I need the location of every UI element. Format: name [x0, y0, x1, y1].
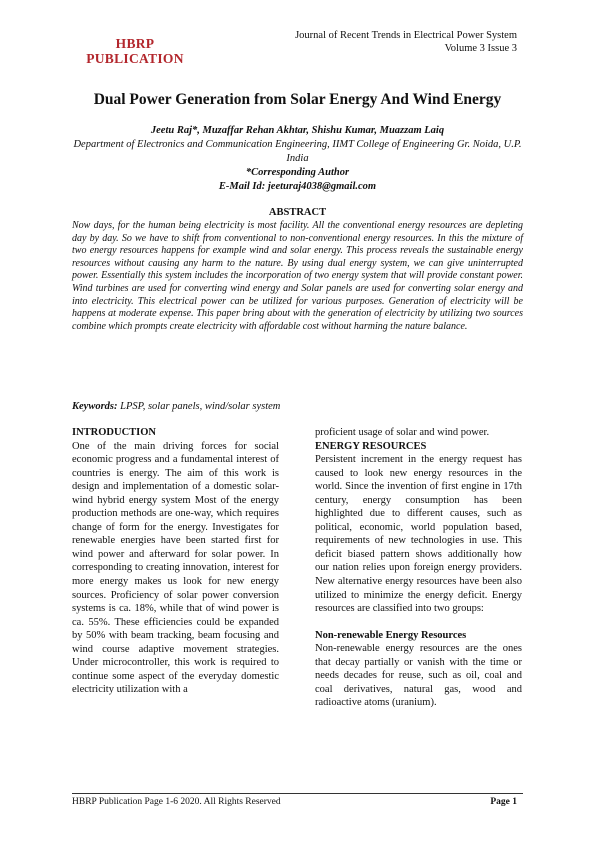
logo-line-1: HBRP	[115, 36, 155, 51]
page-number: Page 1	[490, 797, 517, 807]
introduction-heading: INTRODUCTION	[72, 427, 157, 438]
footer-divider	[72, 793, 523, 794]
journal-header	[295, 29, 517, 55]
corresponding-author: *Corresponding Author	[245, 167, 350, 178]
abstract-heading: ABSTRACT	[268, 207, 327, 218]
publisher-logo	[80, 36, 190, 66]
author-names: Jeetu Raj*, Muzaffar Rehan Akhtar, Shishu Kumar, Muazzam Laiq	[150, 125, 445, 136]
keywords	[72, 401, 523, 412]
author-block	[72, 124, 523, 194]
email: E-Mail Id: jeeturaj4038@gmail.com	[218, 181, 377, 192]
introduction-continued: proficient usage of solar and wind power.	[315, 427, 490, 438]
keywords-text: LPSP, solar panels, wind/solar system	[117, 401, 281, 412]
energy-resources-heading: ENERGY RESOURCES	[315, 440, 427, 452]
left-column	[72, 426, 279, 697]
right-column	[315, 426, 522, 710]
paper-title: Dual Power Generation from Solar Energy And Wind Energy	[93, 91, 502, 108]
energy-resources-text: Persistent increment in the energy request has caused to look new energy resources in the world. Since the invention of first engine in 17th century, energy consumption has been highlighted due to different causes, such as political, economic, world population based, requirements of new technologies in use. This deficit biased pattern shows additionally how our nation relies upon foreign energy providers. New alternative energy resources have been also utilized to minimize the energy deficit. Energy resources are classified into two groups:	[315, 454, 522, 615]
volume-issue: Volume 3 Issue 3	[444, 43, 517, 54]
nonrenewable-heading: Non-renewable Energy Resources	[315, 629, 467, 641]
journal-name: Journal of Recent Trends in Electrical Power System	[295, 30, 517, 41]
introduction-text: One of the main driving forces for social economic progress and a fundamental interest of countries is energy. The aim of this work is design and implementation of a domestic solar-wind hybrid energy system Most of the energy production methods are one-way, which requires change of form for the energy. Investigates for renewable energies have been started first for wind power and afterward for solar power. In corresponding to creating innovation, interest for more energy makes us look for new energy sources. Proficiency of solar power conversion systems is ca. 18%, while that of wind power is ca. 55%. These efficiencies could be expanded by 50% with beam tracking, beam focusing and wind course adaptive movement strategies. Under microcontroller, this work is required to continue some aspect of the everyday domestic electricity utilization with a	[72, 440, 279, 696]
nonrenewable-text: Non-renewable energy resources are the ones that decay partially or vanish with the time or needs decades for reuse, such as oil, coal and coal derivatives, natural gas, wood and radioactive atoms (uranium).	[315, 643, 522, 709]
keywords-label: Keywords:	[72, 401, 118, 412]
affiliation: Department of Electronics and Communication Engineering, IIMT College of Engineering Gr. Noida, U.P. India	[73, 139, 522, 164]
logo-line-2: PUBLICATION	[86, 51, 184, 66]
footer-copyright: HBRP Publication Page 1-6 2020. All Rights Reserved	[72, 797, 281, 807]
abstract-text: Now days, for the human being electricity is most facility. All the conventional energy resources are depleting day by day. So we have to shift from conventional to non-conventional energy resources. In this the mixture of two energy resources happens for example wind and solar energy. This process reveals the sustainable energy resources without causing any harm to the nature. By using dual energy system, we can give uninterrupted power. Essentially this system includes the incorporation of two energy system that will provide constant power. Wind turbines are used for converting wind energy and Solar panels are used for converting solar energy and into electricity. This electrical power can be utilized for various purposes. Generation of electricity will be happens at moderate expense. This paper bring about with the generation of electricity by utilizing two sources combine which prompts create electricity with affordable cost without harming the nature balance.	[72, 220, 523, 332]
